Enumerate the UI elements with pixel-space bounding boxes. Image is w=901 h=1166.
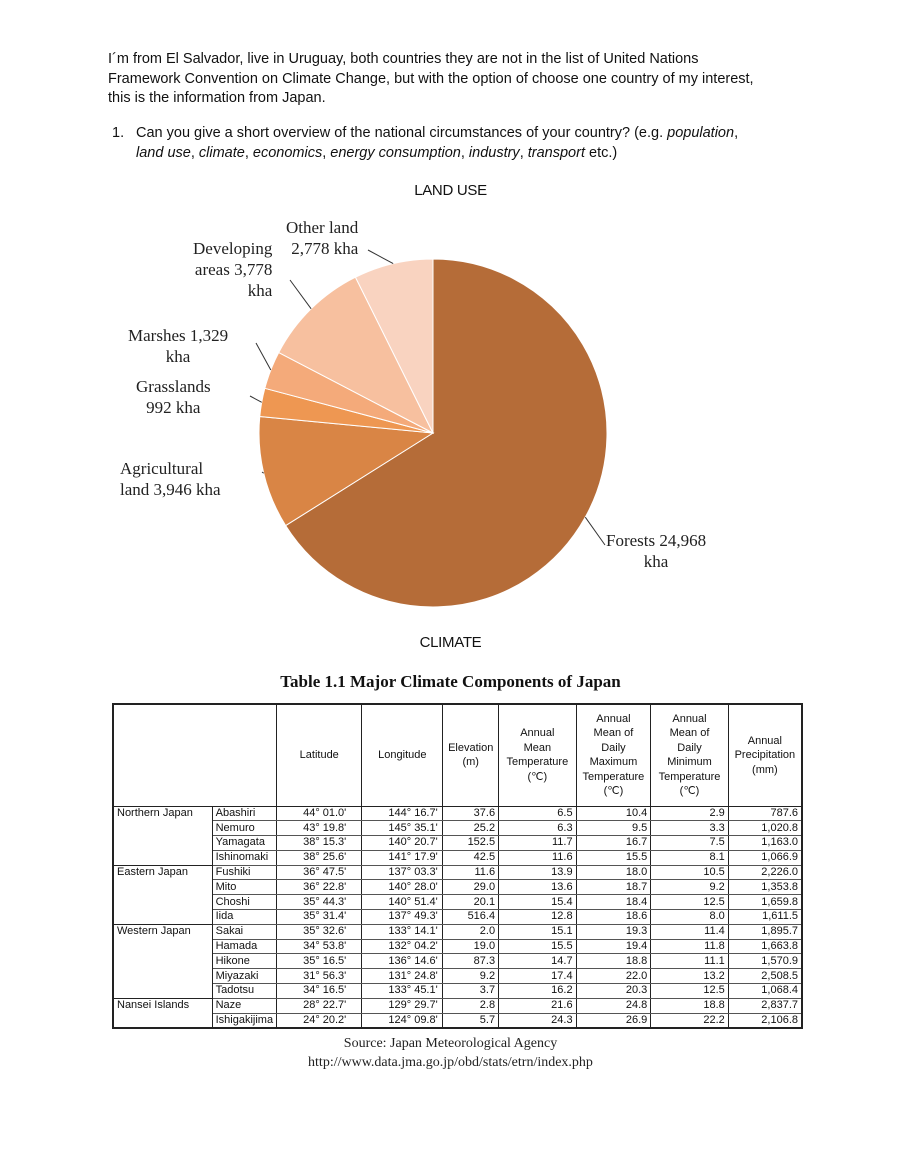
region-cell: Eastern Japan <box>113 865 212 924</box>
longitude-cell: 124° 09.8' <box>362 1013 443 1028</box>
table-row <box>113 998 802 1013</box>
mean-temp-cell: 14.7 <box>499 954 577 969</box>
latitude-cell: 36° 47.5' <box>277 865 362 880</box>
elevation-cell: 3.7 <box>443 984 499 999</box>
station-cell: Yamagata <box>212 836 276 851</box>
max-temp-cell: 19.4 <box>576 939 651 954</box>
min-temp-cell: 12.5 <box>651 895 729 910</box>
table-row <box>113 836 802 851</box>
min-temp-cell: 18.8 <box>651 998 729 1013</box>
mean-temp-cell: 24.3 <box>499 1013 577 1028</box>
station-cell: Mito <box>212 880 276 895</box>
table-row <box>113 895 802 910</box>
elevation-cell: 42.5 <box>443 850 499 865</box>
precipitation-cell: 2,508.5 <box>728 969 802 984</box>
elevation-cell: 2.8 <box>443 998 499 1013</box>
precipitation-cell: 787.6 <box>728 806 802 821</box>
table-row <box>113 880 802 895</box>
min-temp-cell: 10.5 <box>651 865 729 880</box>
latitude-cell: 35° 16.5' <box>277 954 362 969</box>
keyword-climate: climate <box>198 144 245 161</box>
question-text: Can you give a short overview of the national circumstances of your country? (e.g. population, land use, climate, economics, energy consumption, industry, transport etc.) <box>136 125 739 161</box>
mean-temp-cell: 15.4 <box>499 895 577 910</box>
max-temp-cell: 24.8 <box>576 998 651 1013</box>
leader-line-forests <box>585 517 605 545</box>
station-cell: Ishinomaki <box>212 850 276 865</box>
max-temp-cell: 20.3 <box>576 984 651 999</box>
latitude-cell: 34° 53.8' <box>277 939 362 954</box>
longitude-cell: 131° 24.8' <box>362 969 443 984</box>
table-row <box>113 984 802 999</box>
elevation-cell: 5.7 <box>443 1013 499 1028</box>
latitude-cell: 36° 22.8' <box>277 880 362 895</box>
header-longitude: Longitude <box>362 704 443 806</box>
keyword-transport: transport <box>527 144 585 161</box>
elevation-cell: 9.2 <box>443 969 499 984</box>
region-cell: Northern Japan <box>113 806 212 865</box>
longitude-cell: 144° 16.7' <box>362 806 443 821</box>
elevation-cell: 87.3 <box>443 954 499 969</box>
longitude-cell: 141° 17.9' <box>362 850 443 865</box>
precipitation-cell: 1,068.4 <box>728 984 802 999</box>
longitude-cell: 140° 51.4' <box>362 895 443 910</box>
mean-temp-cell: 13.6 <box>499 880 577 895</box>
elevation-cell: 19.0 <box>443 939 499 954</box>
station-cell: Naze <box>212 998 276 1013</box>
station-cell: Fushiki <box>212 865 276 880</box>
min-temp-cell: 8.1 <box>651 850 729 865</box>
header-latitude: Latitude <box>277 704 362 806</box>
longitude-cell: 145° 35.1' <box>362 821 443 836</box>
source-line: Source: Japan Meteorological Agency <box>343 1036 558 1051</box>
header-elevation: Elevation (m) <box>443 704 499 806</box>
table-title: Table 1.1 Major Climate Components of Japan <box>280 672 621 691</box>
min-temp-cell: 9.2 <box>651 880 729 895</box>
table-row <box>113 821 802 836</box>
climate-heading: CLIMATE <box>419 634 482 651</box>
header-daily-min: Annual Mean of Daily Minimum Temperature (℃) <box>651 704 729 806</box>
min-temp-cell: 11.4 <box>651 924 729 939</box>
latitude-cell: 35° 31.4' <box>277 910 362 925</box>
latitude-cell: 43° 19.8' <box>277 821 362 836</box>
leader-line-marshes <box>256 343 271 370</box>
intro-paragraph <box>108 50 798 109</box>
latitude-cell: 38° 15.3' <box>277 836 362 851</box>
min-temp-cell: 8.0 <box>651 910 729 925</box>
table-row <box>113 969 802 984</box>
keyword-industry: industry <box>468 144 520 161</box>
precipitation-cell: 2,837.7 <box>728 998 802 1013</box>
elevation-cell: 152.5 <box>443 836 499 851</box>
max-temp-cell: 9.5 <box>576 821 651 836</box>
leader-line-developing <box>290 280 311 309</box>
precipitation-cell: 1,663.8 <box>728 939 802 954</box>
latitude-cell: 34° 16.5' <box>277 984 362 999</box>
mean-temp-cell: 6.5 <box>499 806 577 821</box>
table-header-row <box>113 704 802 806</box>
max-temp-cell: 15.5 <box>576 850 651 865</box>
precipitation-cell: 1,611.5 <box>728 910 802 925</box>
pie-label-forests: Forests 24,968 kha <box>606 531 707 571</box>
max-temp-cell: 18.0 <box>576 865 651 880</box>
min-temp-cell: 22.2 <box>651 1013 729 1028</box>
precipitation-cell: 1,020.8 <box>728 821 802 836</box>
elevation-cell: 11.6 <box>443 865 499 880</box>
station-cell: Iida <box>212 910 276 925</box>
station-cell: Choshi <box>212 895 276 910</box>
keyword-land-use: land use <box>136 144 191 161</box>
elevation-cell: 29.0 <box>443 880 499 895</box>
table-row <box>113 806 802 821</box>
longitude-cell: 137° 49.3' <box>362 910 443 925</box>
table-row <box>113 1013 802 1028</box>
table-row <box>113 865 802 880</box>
longitude-cell: 140° 20.7' <box>362 836 443 851</box>
longitude-cell: 133° 14.1' <box>362 924 443 939</box>
table-row <box>113 939 802 954</box>
longitude-cell: 137° 03.3' <box>362 865 443 880</box>
elevation-cell: 2.0 <box>443 924 499 939</box>
leader-line-other <box>368 250 393 264</box>
land-use-pie-chart <box>100 200 800 620</box>
question-text-end: etc.) <box>584 144 618 161</box>
precipitation-cell: 1,659.8 <box>728 895 802 910</box>
mean-temp-cell: 16.2 <box>499 984 577 999</box>
source-url: http://www.data.jma.go.jp/obd/stats/etrn/index.php <box>308 1055 593 1070</box>
station-cell: Nemuro <box>212 821 276 836</box>
max-temp-cell: 18.4 <box>576 895 651 910</box>
station-cell: Sakai <box>212 924 276 939</box>
longitude-cell: 132° 04.2' <box>362 939 443 954</box>
min-temp-cell: 7.5 <box>651 836 729 851</box>
elevation-cell: 20.1 <box>443 895 499 910</box>
header-blank <box>113 704 277 806</box>
pie-label-grasslands: Grasslands 992 kha <box>136 377 211 417</box>
pie-label-agricultural: Agricultural land 3,946 kha <box>120 459 221 499</box>
latitude-cell: 24° 20.2' <box>277 1013 362 1028</box>
region-cell: Nansei Islands <box>113 998 212 1028</box>
keyword-energy: energy consumption <box>330 144 461 161</box>
station-cell: Ishigakijima <box>212 1013 276 1028</box>
mean-temp-cell: 21.6 <box>499 998 577 1013</box>
precipitation-cell: 1,570.9 <box>728 954 802 969</box>
intro-line: this is the information from Japan. <box>108 90 326 106</box>
max-temp-cell: 10.4 <box>576 806 651 821</box>
elevation-cell: 516.4 <box>443 910 499 925</box>
station-cell: Hamada <box>212 939 276 954</box>
precipitation-cell: 1,066.9 <box>728 850 802 865</box>
station-cell: Abashiri <box>212 806 276 821</box>
max-temp-cell: 18.8 <box>576 954 651 969</box>
latitude-cell: 35° 44.3' <box>277 895 362 910</box>
min-temp-cell: 13.2 <box>651 969 729 984</box>
table-row <box>113 924 802 939</box>
table-row <box>113 850 802 865</box>
latitude-cell: 44° 01.0' <box>277 806 362 821</box>
longitude-cell: 136° 14.6' <box>362 954 443 969</box>
min-temp-cell: 11.8 <box>651 939 729 954</box>
pie-label-developing: Developing areas 3,778 kha <box>193 239 273 300</box>
max-temp-cell: 18.6 <box>576 910 651 925</box>
table-row <box>113 954 802 969</box>
max-temp-cell: 16.7 <box>576 836 651 851</box>
header-precipitation: Annual Precipitation (mm) <box>728 704 802 806</box>
climate-table <box>112 703 803 1029</box>
min-temp-cell: 12.5 <box>651 984 729 999</box>
question-text-start: Can you give a short overview of the national circumstances of your country? (e.g. <box>136 125 668 141</box>
keyword-population: population <box>667 125 735 141</box>
latitude-cell: 35° 32.6' <box>277 924 362 939</box>
mean-temp-cell: 11.7 <box>499 836 577 851</box>
precipitation-cell: 2,106.8 <box>728 1013 802 1028</box>
longitude-cell: 140° 28.0' <box>362 880 443 895</box>
header-daily-max: Annual Mean of Daily Maximum Temperature (℃) <box>576 704 651 806</box>
pie-label-other: Other land 2,778 kha <box>286 218 359 258</box>
latitude-cell: 38° 25.6' <box>277 850 362 865</box>
pie-label-marshes: Marshes 1,329 kha <box>128 326 229 366</box>
elevation-cell: 25.2 <box>443 821 499 836</box>
precipitation-cell: 1,895.7 <box>728 924 802 939</box>
station-cell: Miyazaki <box>212 969 276 984</box>
latitude-cell: 31° 56.3' <box>277 969 362 984</box>
intro-line: I´m from El Salvador, live in Uruguay, both countries they are not in the list of United Nations <box>108 51 699 67</box>
station-cell: Hikone <box>212 954 276 969</box>
max-temp-cell: 19.3 <box>576 924 651 939</box>
land-use-heading: LAND USE <box>414 182 487 199</box>
mean-temp-cell: 15.1 <box>499 924 577 939</box>
leader-line-grasslands <box>250 396 262 402</box>
mean-temp-cell: 13.9 <box>499 865 577 880</box>
mean-temp-cell: 11.6 <box>499 850 577 865</box>
longitude-cell: 133° 45.1' <box>362 984 443 999</box>
station-cell: Tadotsu <box>212 984 276 999</box>
header-annual-mean-temp: Annual Mean Temperature (℃) <box>499 704 577 806</box>
region-cell: Western Japan <box>113 924 212 998</box>
mean-temp-cell: 6.3 <box>499 821 577 836</box>
min-temp-cell: 11.1 <box>651 954 729 969</box>
min-temp-cell: 2.9 <box>651 806 729 821</box>
longitude-cell: 129° 29.7' <box>362 998 443 1013</box>
elevation-cell: 37.6 <box>443 806 499 821</box>
mean-temp-cell: 12.8 <box>499 910 577 925</box>
max-temp-cell: 26.9 <box>576 1013 651 1028</box>
table-body <box>113 806 802 1028</box>
precipitation-cell: 1,163.0 <box>728 836 802 851</box>
keyword-economics: economics <box>252 144 323 161</box>
mean-temp-cell: 15.5 <box>499 939 577 954</box>
latitude-cell: 28° 22.7' <box>277 998 362 1013</box>
question-number: 1. <box>112 125 125 141</box>
max-temp-cell: 22.0 <box>576 969 651 984</box>
max-temp-cell: 18.7 <box>576 880 651 895</box>
table-row <box>113 910 802 925</box>
precipitation-cell: 1,353.8 <box>728 880 802 895</box>
intro-line: Framework Convention on Climate Change, but with the option of choose one country of my interest, <box>108 70 754 87</box>
mean-temp-cell: 17.4 <box>499 969 577 984</box>
min-temp-cell: 3.3 <box>651 821 729 836</box>
precipitation-cell: 2,226.0 <box>728 865 802 880</box>
